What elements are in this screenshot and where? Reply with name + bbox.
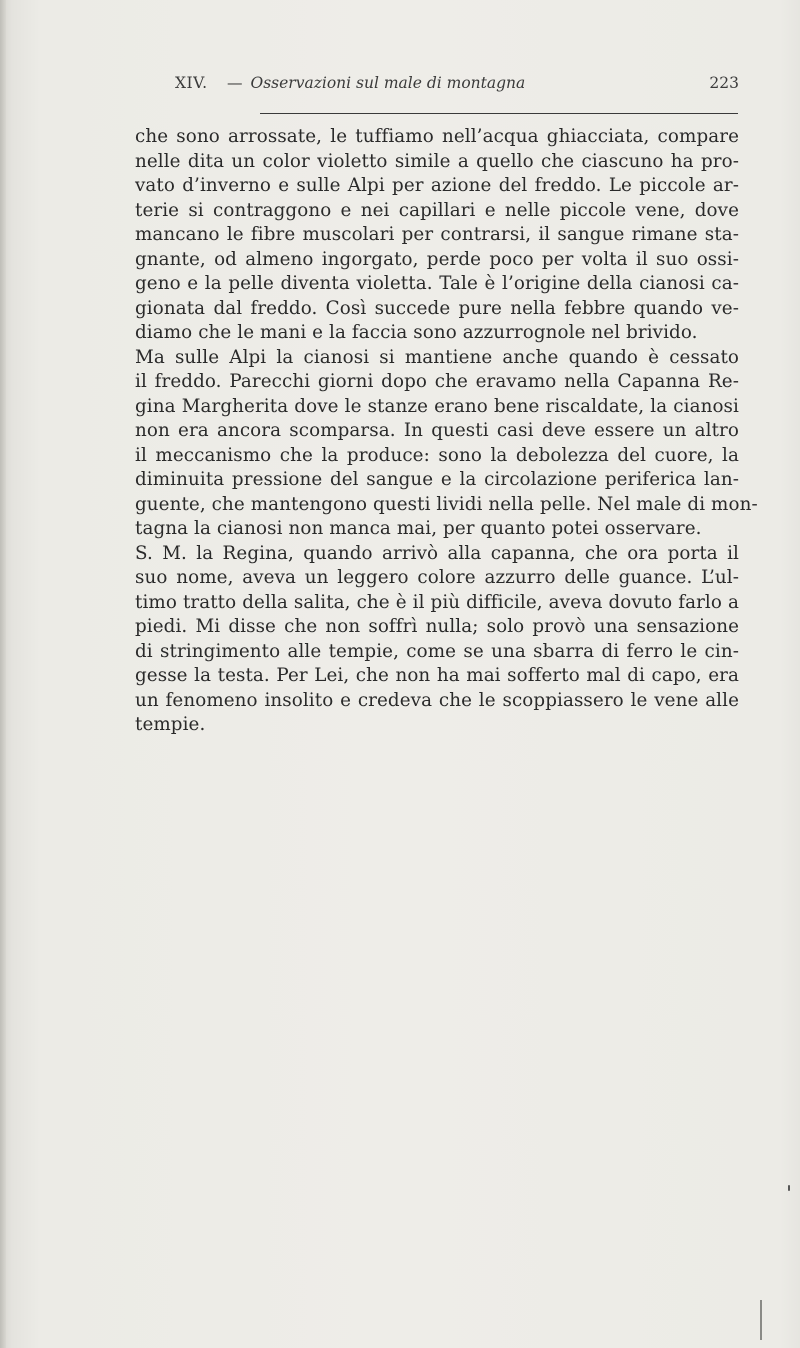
text-line: suo nome, aveva un leggero colore azzurro delle guance. L’ul-	[135, 567, 739, 588]
text-line: gina Margherita dove le stanze erano bene riscaldate, la cianosi	[135, 395, 739, 417]
text-line: diamo che le mani e la faccia sono azzurrognole nel brivido.	[135, 322, 698, 343]
text-line: non era ancora scomparsa. In questi casi deve essere un altro	[135, 420, 739, 441]
text-line: S. M. la Regina, quando arrivò alla capanna, che ora porta il	[135, 542, 739, 564]
text-line: il meccanismo che la produce: sono la debolezza del cuore, la	[135, 444, 739, 466]
text-line: nelle dita un color violetto simile a quello che ciascuno ha pro-	[135, 150, 739, 172]
text-line: terie si contraggono e nei capillari e nelle piccole vene, dove	[135, 199, 739, 221]
text-line: geno e la pelle diventa violetta. Tale è l’origine della cianosi ca-	[135, 273, 739, 294]
text-line: vato d’inverno e sulle Alpi per azione del freddo. Le piccole ar-	[135, 175, 739, 196]
text-line: timo tratto della salita, che è il più difficile, aveva dovuto farlo a	[135, 591, 739, 613]
header-dash: —	[227, 74, 243, 92]
text-line: guente, che mantengono questi lividi nella pelle. Nel male di mon-	[135, 493, 758, 515]
text-line: gnante, od almeno ingorgato, perde poco per volta il suo ossi-	[135, 248, 739, 270]
text-line: Ma sulle Alpi la cianosi si mantiene anche quando è cessato	[135, 346, 739, 368]
text-line: diminuita pressione del sangue e la circolazione periferica lan-	[135, 469, 739, 490]
paper-speck	[788, 1185, 790, 1191]
text-line: tempie.	[135, 714, 206, 735]
text-line: piedi. Mi disse che non soffrì nulla; solo provò una sensazione	[135, 616, 739, 637]
page-spine-shadow	[0, 0, 6, 1348]
text-line: tagna la cianosi non manca mai, per quanto potei osservare.	[135, 518, 702, 539]
page-number: 223	[709, 74, 739, 92]
text-line: il freddo. Parecchi giorni dopo che eravamo nella Capanna Re-	[135, 371, 739, 392]
running-title	[227, 74, 525, 92]
text-line: di stringimento alle tempie, come se una sbarra di ferro le cin-	[135, 640, 739, 662]
text-line: gionata dal freddo. Così succede pure nella febbre quando ve-	[135, 297, 739, 319]
body-text	[135, 125, 758, 738]
text-line: un fenomeno insolito e credeva che le scoppiassero le vene alle	[135, 689, 739, 711]
text-line: mancano le fibre muscolari per contrarsi, il sangue rimane sta-	[135, 224, 739, 245]
chapter-title: Osservazioni sul male di montagna	[250, 74, 526, 92]
header-rule	[260, 113, 738, 114]
paper-edge-mark	[760, 1300, 762, 1340]
text-line: che sono arrossate, le tuffiamo nell’acqua ghiacciata, compare	[135, 126, 739, 147]
chapter-number: XIV.	[175, 74, 208, 92]
text-line: gesse la testa. Per Lei, che non ha mai sofferto mal di capo, era	[135, 665, 739, 686]
running-header	[135, 74, 739, 98]
